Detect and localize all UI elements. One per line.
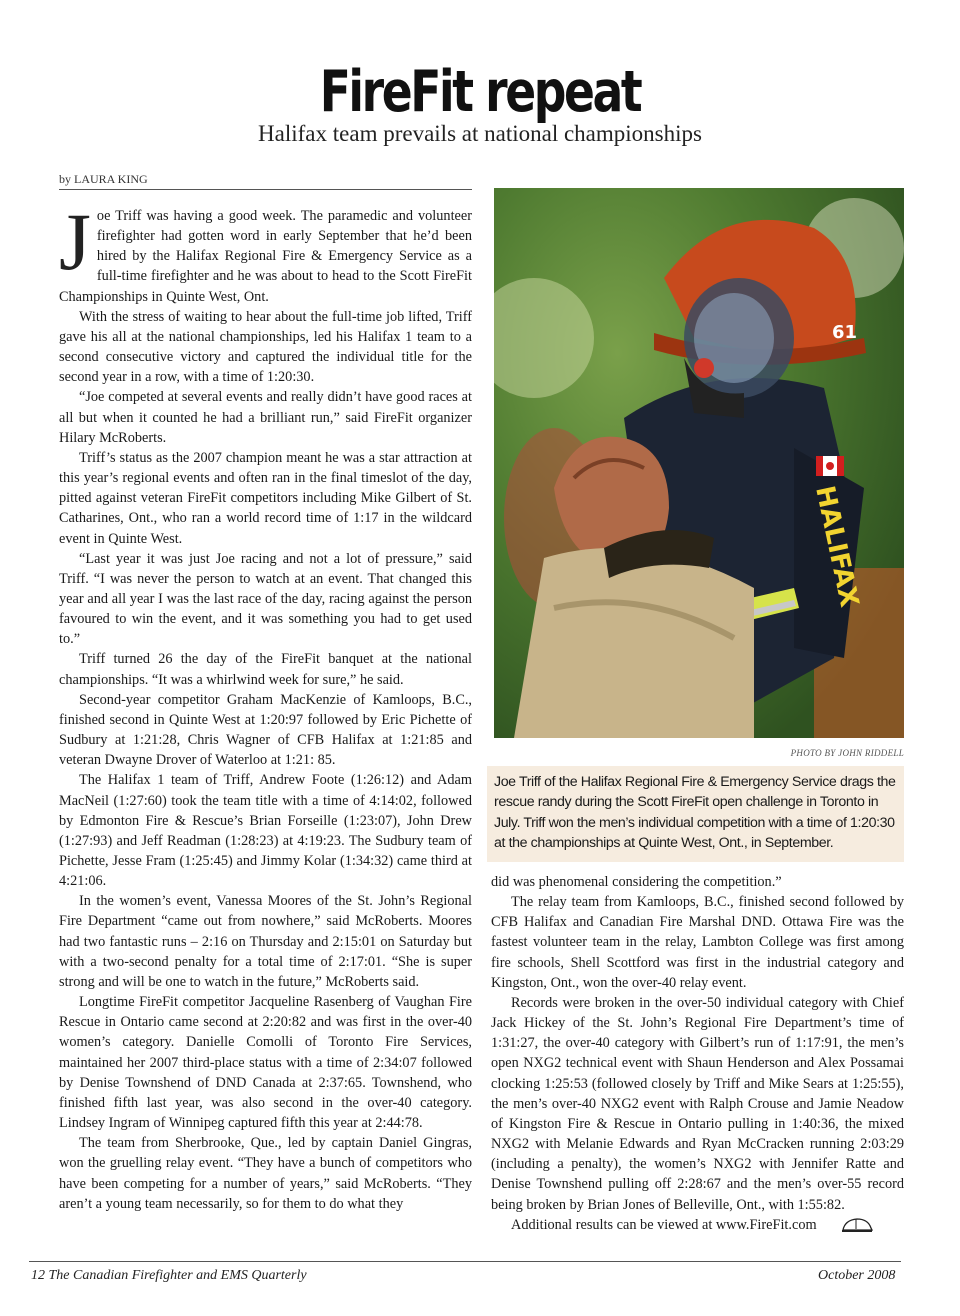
subhead: Halifax team prevails at national championships xyxy=(258,121,702,146)
article-paragraph: Triff turned 26 the day of the FireFit banquet at the national championships. “It was a whirlwind week for sure,” he said. xyxy=(59,651,472,688)
lead-text: oe Triff was having a good week. The paramedic and volunteer firefighter had gotten word in early September that he’d been hired by the Halifax Regional Fire & Emergency Service as a full-time firefighter and he was about to head to the Scott FireFit Championships in Quinte West, Ont. xyxy=(59,208,472,305)
article-column-right xyxy=(491,872,904,1239)
article-continuation: did was phenomenal considering the competition.” xyxy=(491,874,782,890)
article-paragraph: “Joe competed at several events and really didn’t have good races at all but when it counted he had a brilliant run,” said FireFit organizer Hilary McRoberts. xyxy=(59,389,472,446)
article-closing xyxy=(491,1215,904,1239)
article-paragraph: The Halifax 1 team of Triff, Andrew Foote (1:26:12) and Adam MacNeil (1:27:60) took the team title with a time of 4:14:02, followed by Edmonton Fire & Rescue’s Brian Forseille (1:23:07), John Drew (1:27:93) and Jeff Readman (1:28:23) at 4:19:23. The Sudbury team of Pichette, Jesse Fram (1:25:45) and Jimmy Kolar (1:34:32) came third at 4:21:06. xyxy=(59,772,472,890)
article-paragraph: Triff’s status as the 2007 champion meant he was a star attraction at this year’s regional events and often ran in the final timeslot of the day, pitted against veteran FireFit competitors including Mike Gilbert of St. Catharines, Ont., who ran a world record time of 1:17 in the wildcard event in Quinte West. xyxy=(59,449,472,547)
article-paragraph: Longtime FireFit competitor Jacqueline Rasenberg of Vaughan Fire Rescue in Ontario came second at 2:20:82 and was first in the over-40 women’s category. Danielle Comolli of Toronto Fire Services, maintained her 2007 third-place status with a time of 2:34:07 followed by Denise Townshend of DND Canada at 2:37:65. Townshend, who finished fifth last year, was also second in the over-40 category. Lindsey Ingram of Winnipeg captured fifth this year at 2:44:78. xyxy=(59,994,472,1132)
article-column-left xyxy=(59,196,472,1214)
firefighter-illustration xyxy=(494,188,904,738)
footer-rule xyxy=(29,1261,901,1262)
article-paragraph: The team from Sherbrooke, Que., led by captain Daniel Gingras, won the gruelling relay event. “They have a bunch of competitors who have been competing for a number of years,” said McRoberts. “They aren’t a young team necessarily, so for them to do what they xyxy=(59,1135,472,1212)
footer-publication: 12 The Canadian Firefighter and EMS Quarterly xyxy=(31,1268,307,1283)
photo-credit: PHOTO BY JOHN RIDDELL xyxy=(790,748,904,758)
article-paragraph: “Last year it was just Joe racing and not a lot of pressure,” said Triff. “I was never the person to watch at an event. That changed this year and all year I was the last race of the day, racing against the person favoured to win the event, and it was something you had to get used to.” xyxy=(59,550,472,648)
article-paragraph: With the stress of waiting to hear about the full-time job lifted, Triff gave his all at the national championships, led his Halifax 1 team to a second consecutive victory and captured the individual title for the second year in a row, with a time of 1:20:30. xyxy=(59,308,472,386)
article-paragraph: The relay team from Kamloops, B.C., finished second followed by CFB Halifax and Canadian Fire Marshal DND. Ottawa Fire was the fastest volunteer team in the relay, Lambton College was first among fire schools, Shell Scottford was first in the industrial category and Kingston, Ont., won the over-40 relay event. xyxy=(491,894,904,991)
byline: by LAURA KING xyxy=(59,172,472,190)
sleeve-text: HALIFAX xyxy=(809,483,865,610)
article-paragraph: Second-year competitor Graham MacKenzie of Kamloops, B.C., finished second in Quinte West at 1:20:97 followed by Eric Pichette of Sudbury at 1:21:28, Chris Wagner of CFB Halifax at 1:21:85 and veteran Dwayne Drover of Waterloo at 1:21: 85. xyxy=(59,691,472,769)
closing-text: Additional results can be viewed at www.FireFit.com xyxy=(511,1216,817,1233)
helmet-end-icon xyxy=(821,1217,873,1239)
photo-caption: Joe Triff of the Halifax Regional Fire & Emergency Service drags the rescue randy during the Scott FireFit open challenge in Toronto in July. Triff won the men’s individual competition with a time of 1:20:30 at the championships at Quinte West, Ont., in September. xyxy=(494,774,896,851)
article-paragraph: Records were broken in the over-50 individual category with Chief Jack Hickey of the St. John’s Regional Fire Department’s time of 1:31:27, the over-40 category with Gilbert’s run of 1:17:91, the men’s open NXG2 technical event with Shaun Henderson and Alex Possamai clocking 1:25:53 (followed closely by Triff and Mike Sears at 1:25:55), the men’s over-40 NXG2 event with Ralph Crouse and Jamie Neadow of Kingston Fire & Rescue in Ontario pulling in 1:40:36, the mixed NXG2 with Melanie Edwards and Ryan McCracken running 2:03:29 (including a penalty), the women’s NXG2 with Jennifer Ratte and Denise Townshend pulling off 2:28:67 and the men’s over-55 record being broken by Brian Jones of Belleville, Ont., with 1:55:82. xyxy=(491,994,904,1213)
headline: FireFit repeat xyxy=(319,59,641,125)
article-paragraph: In the women’s event, Vanessa Moores of the St. John’s Regional Fire Department “came out from nowhere,” said McRoberts. Moores had two fantastic runs – 2:16 on Thursday and 2:15:01 on Saturday but with a two-second penalty for a total time of 2:17:01. “She is super strong and will be one to watch in the future,” McRoberts said. xyxy=(59,893,472,990)
photo-firefighter xyxy=(494,188,904,738)
helmet-number: 61 xyxy=(832,322,858,343)
drop-cap: J xyxy=(59,196,91,287)
article-paragraph xyxy=(59,196,472,307)
footer-date: October 2008 xyxy=(818,1268,896,1283)
